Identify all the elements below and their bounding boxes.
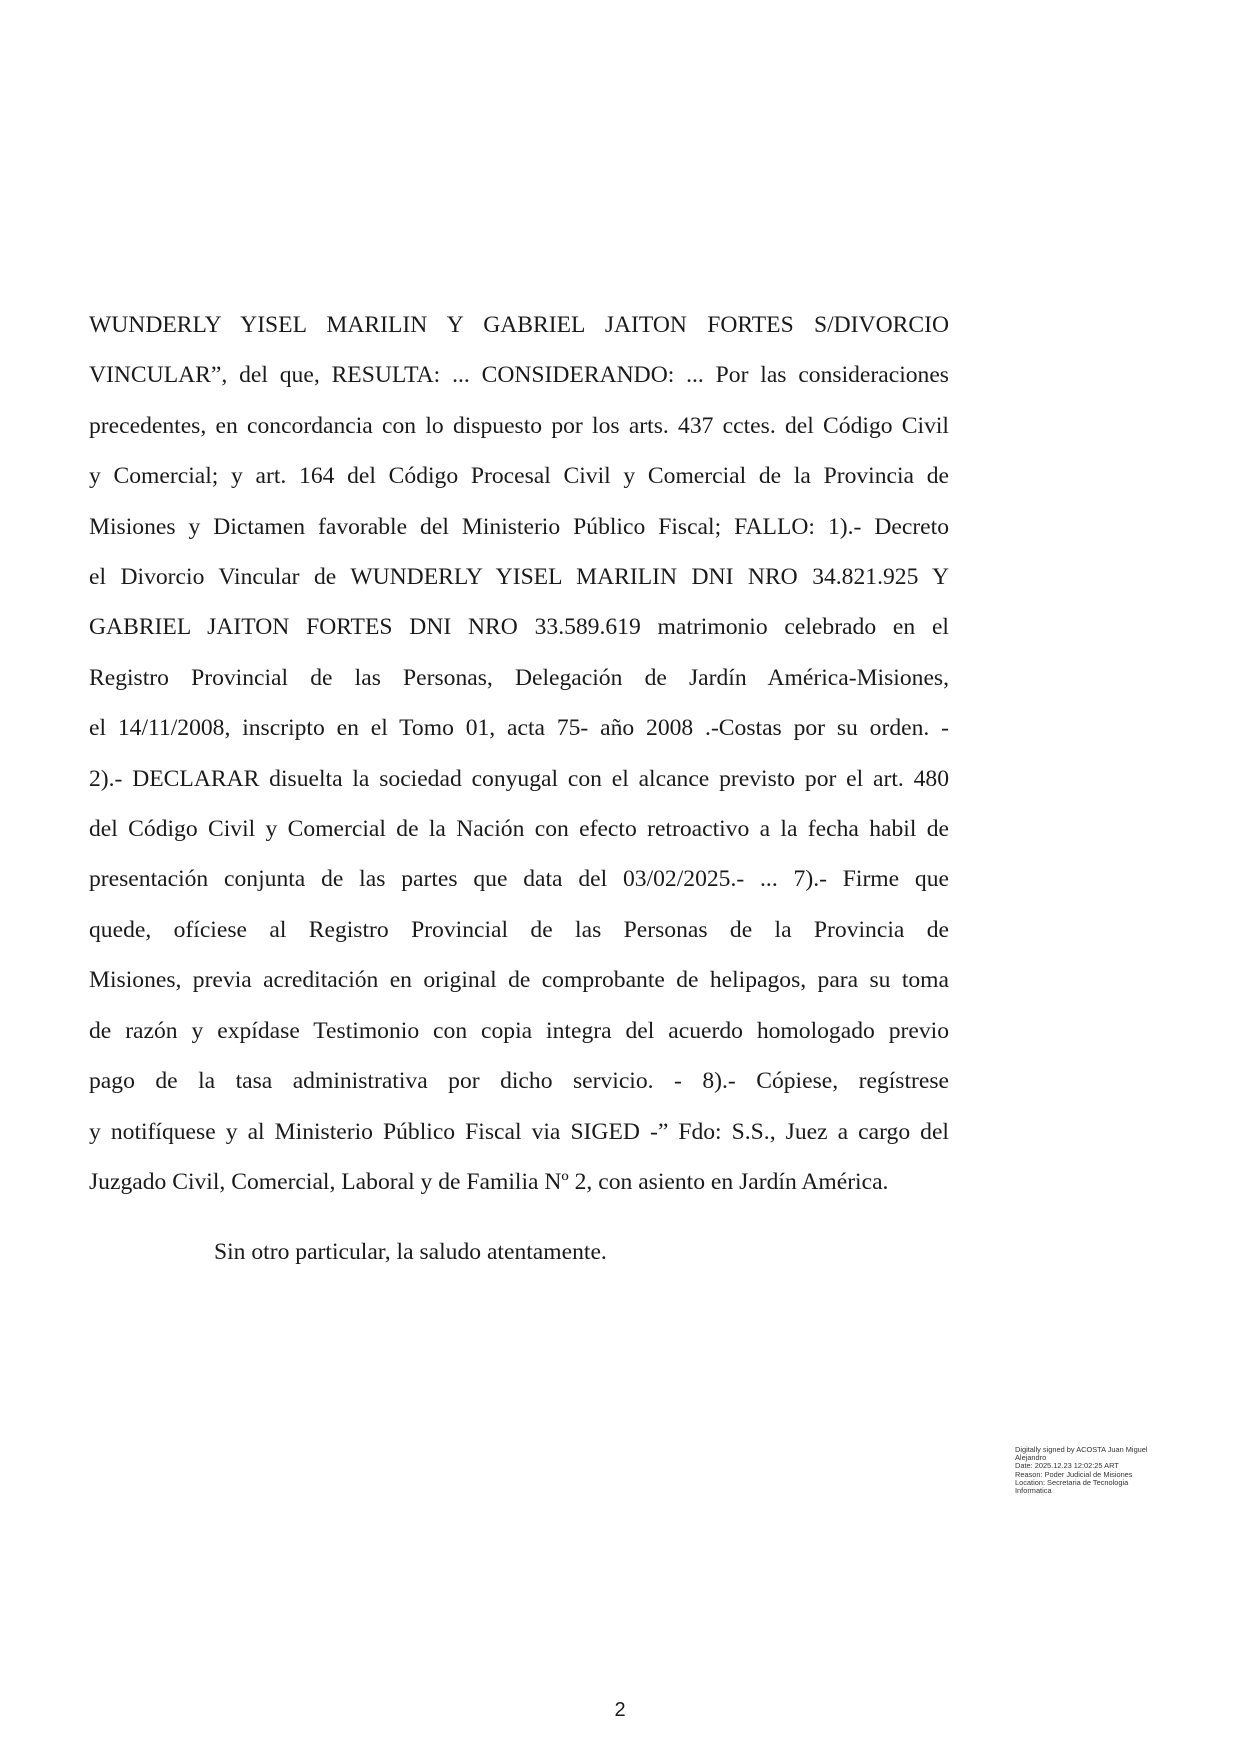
body-line: pago de la tasa administrativa por dicho servicio. - 8).- Cópiese, regístrese bbox=[89, 1068, 949, 1095]
body-line: Registro Provincial de las Personas, Delegación de Jardín América-Misiones, bbox=[89, 664, 949, 691]
body-line: del Código Civil y Comercial de la Nación con efecto retroactivo a la fecha habil de bbox=[89, 816, 949, 843]
signature-line: Date: 2025.12.23 12:02:25 ART bbox=[1015, 1461, 1119, 1471]
body-line: 2).- DECLARAR disuelta la sociedad conyugal con el alcance previsto por el art. 480 bbox=[89, 765, 949, 792]
body-line: VINCULAR”, del que, RESULTA: ... CONSIDERANDO: ... Por las consideraciones bbox=[89, 362, 949, 389]
body-line: GABRIEL JAITON FORTES DNI NRO 33.589.619 matrimonio celebrado en el bbox=[89, 614, 949, 641]
body-line: el 14/11/2008, inscripto en el Tomo 01, acta 75- año 2008 .-Costas por su orden. - bbox=[89, 715, 949, 742]
body-line: Misiones y Dictamen favorable del Ministerio Público Fiscal; FALLO: 1).- Decreto bbox=[89, 513, 949, 540]
body-line: y notifíquese y al Ministerio Público Fiscal via SIGED -” Fdo: S.S., Juez a cargo del bbox=[89, 1118, 949, 1145]
body-line: y Comercial; y art. 164 del Código Procesal Civil y Comercial de la Provincia de bbox=[89, 463, 949, 490]
body-line: de razón y expídase Testimonio con copia integra del acuerdo homologado previo bbox=[89, 1017, 949, 1044]
body-line: Misiones, previa acreditación en original de comprobante de helipagos, para su toma bbox=[89, 967, 949, 994]
signature-line: Digitally signed by ACOSTA Juan Miguel bbox=[1015, 1445, 1148, 1454]
body-line: Juzgado Civil, Comercial, Laboral y de Familia Nº 2, con asiento en Jardín América. bbox=[89, 1168, 889, 1195]
signature-line: Location: Secretaria de Tecnologia bbox=[1015, 1477, 1129, 1487]
body-line: el Divorcio Vincular de WUNDERLY YISEL MARILIN DNI NRO 34.821.925 Y bbox=[89, 564, 949, 591]
body-line: presentación conjunta de las partes que data del 03/02/2025.- ... 7).- Firme que bbox=[89, 866, 949, 893]
body-line: precedentes, en concordancia con lo dispuesto por los arts. 437 cctes. del Código Civil bbox=[89, 412, 949, 439]
signature-line: Informatica bbox=[1015, 1486, 1052, 1496]
signature-line: Reason: Poder Judicial de Misiones bbox=[1015, 1469, 1133, 1479]
resolution-body-text bbox=[89, 300, 949, 1207]
body-line: WUNDERLY YISEL MARILIN Y GABRIEL JAITON FORTES S/DIVORCIO bbox=[89, 312, 949, 338]
body-line: quede, ofíciese al Registro Provincial de las Personas de la Provincia de bbox=[89, 916, 949, 943]
page-number: 2 bbox=[614, 1699, 626, 1721]
digital-signature-block bbox=[1015, 1446, 1185, 1495]
signature-line: Alejandro bbox=[1015, 1453, 1047, 1463]
closing-salutation: Sin otro particular, la saludo atentamente. bbox=[214, 1239, 607, 1265]
